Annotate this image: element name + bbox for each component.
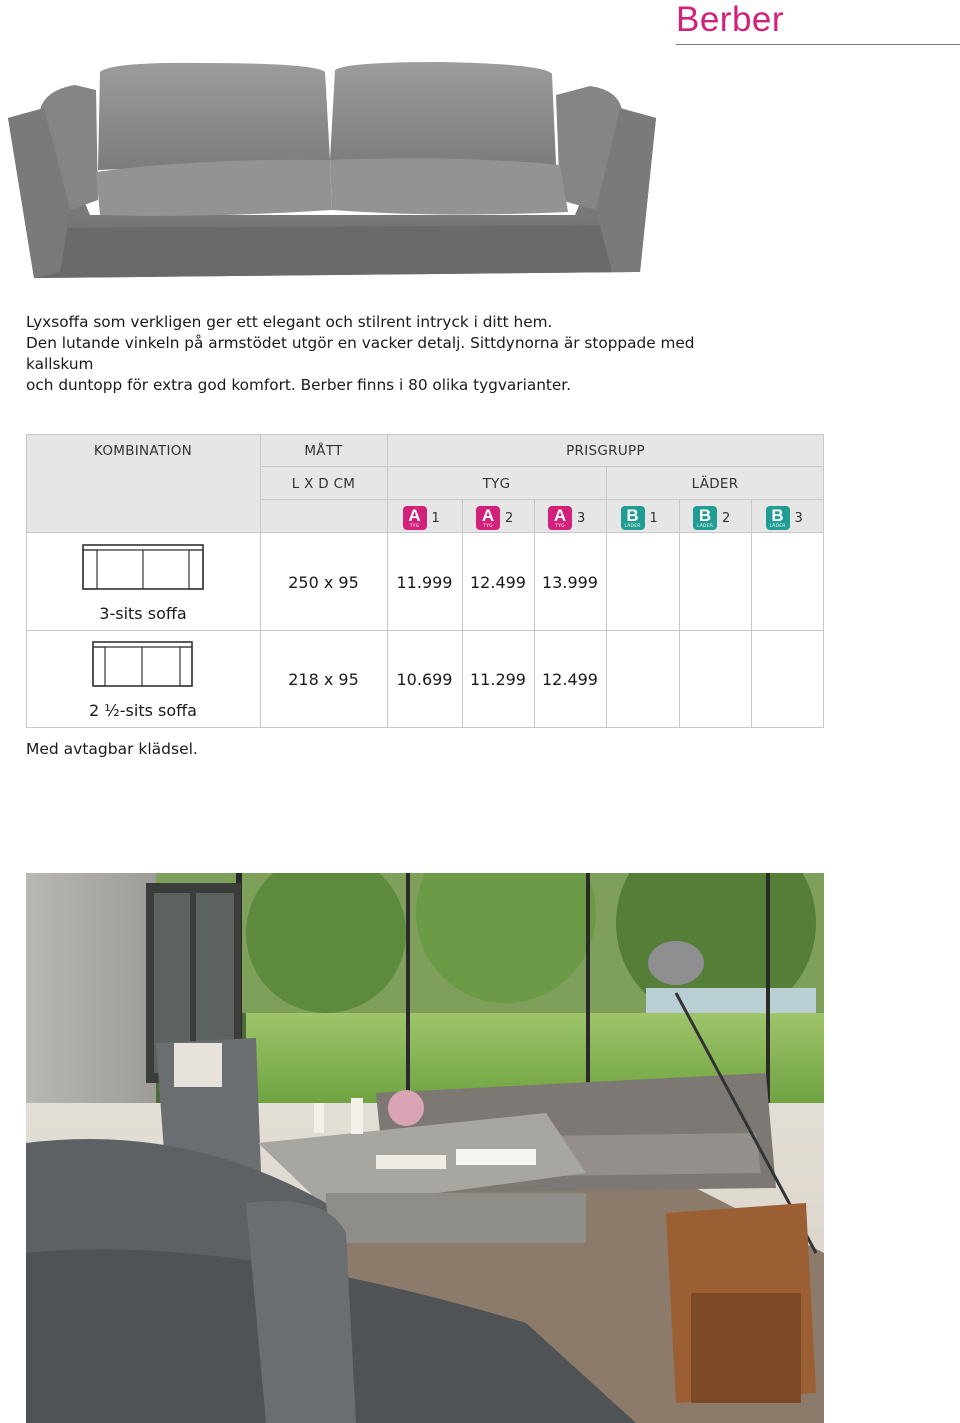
price-group-badge-a3 <box>548 506 572 530</box>
price-a2-2-5-sits: 11.299 <box>470 670 526 689</box>
price-group-number: 1 <box>649 511 658 526</box>
footnote: Med avtagbar klädsel. <box>26 740 198 758</box>
badge-letter: A <box>481 506 495 525</box>
price-group-number: 2 <box>505 511 514 526</box>
price-group-number: 3 <box>794 511 803 526</box>
badge-letter: A <box>553 506 567 525</box>
price-group-number: 1 <box>431 511 440 526</box>
badge-sub: TYG <box>409 524 420 529</box>
price-a2-3-sits: 12.499 <box>470 573 526 592</box>
header-matt-sub: L X D CM <box>291 476 356 492</box>
badge-sub: LÄDER <box>696 524 714 529</box>
header-kombination: KOMBINATION <box>93 443 193 459</box>
badge-sub: LÄDER <box>769 524 786 529</box>
header-tyg: TYG <box>482 476 511 492</box>
header-prisgrupp: PRISGRUPP <box>566 443 645 459</box>
intro-text: Lyxsoffa som verkligen ger ett elegant och stilrent intryck i ditt hem. Den lutande vinkeln på armstödet utgör en vacker detalj. Sittdynorna är stoppade med kallskum och duntopp för extra god komfort. Berber finns i 80 olika tygvarianter. <box>26 313 695 394</box>
badge-sub: TYG <box>483 524 493 529</box>
sofa-3-seat-icon <box>82 544 204 590</box>
price-group-number: 3 <box>577 511 586 526</box>
header-matt: MÅTT <box>304 443 343 459</box>
badge-letter: A <box>408 506 421 525</box>
living-room-photo <box>26 873 824 1423</box>
badge-letter: B <box>698 506 712 525</box>
price-a3-2-5-sits: 12.499 <box>542 670 598 689</box>
price-group-badge-b1 <box>621 506 645 530</box>
price-group-badge-a1 <box>403 506 427 530</box>
badge-letter: B <box>626 506 639 525</box>
title-divider <box>676 44 960 45</box>
row-dims-2-5-sits: 218 x 95 <box>288 670 359 689</box>
badge-sub: LÄDER <box>624 524 641 529</box>
sofa-product-image <box>0 60 665 285</box>
price-group-badge-a2 <box>476 506 500 530</box>
price-table <box>26 434 824 728</box>
page-title: Berber <box>676 0 785 39</box>
row-name-2-5-sits: 2 ½-sits soffa <box>89 701 197 720</box>
price-group-badge-b2 <box>693 506 717 530</box>
badge-letter: B <box>771 506 784 525</box>
price-group-badge-b3 <box>766 506 790 530</box>
header-lader: LÄDER <box>691 476 739 492</box>
row-dims-3-sits: 250 x 95 <box>288 573 359 592</box>
price-a3-3-sits: 13.999 <box>542 573 598 592</box>
row-name-3-sits: 3-sits soffa <box>99 604 187 623</box>
sofa-2-5-seat-icon <box>92 641 193 687</box>
badge-sub: TYG <box>555 524 565 529</box>
price-group-number: 2 <box>722 511 731 526</box>
price-a1-3-sits: 11.999 <box>396 573 453 592</box>
price-a1-2-5-sits: 10.699 <box>396 670 453 689</box>
